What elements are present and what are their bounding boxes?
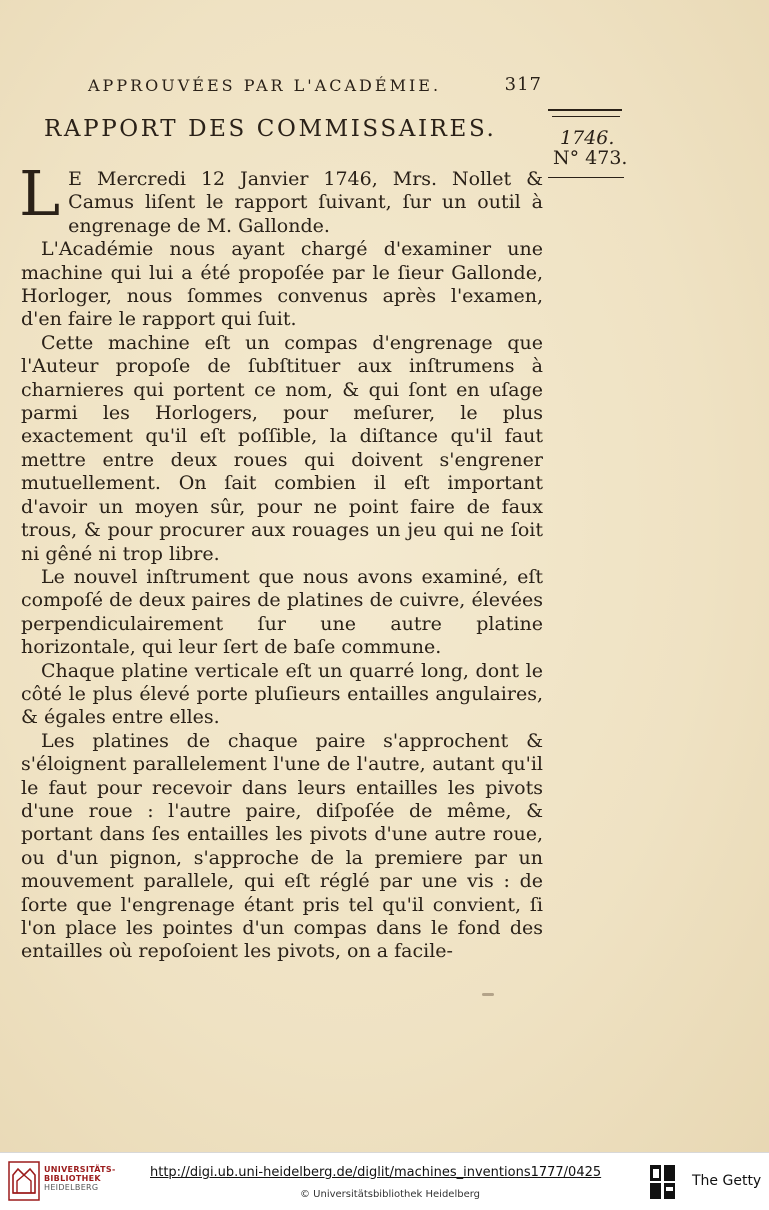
university-seal-icon [8, 1161, 40, 1201]
paragraph: Le nouvel inſtrument que nous avons examiné, eſt compoſé de deux paires de platines de cuivre, élevées perpendiculairement ſur une autre platine horizontale, qui leur ſert de baſe commune. [21, 565, 543, 659]
paragraph: Les platines de chaque paire s'approchent & s'éloignent parallelement l'une de l'autre, autant qu'il le faut pour recevoir dans leurs entailles les pivots d'une roue : l'autre paire, diſpoſée de même, & portant dans ſes entailles les pivots d'une autre roue, ou d'un pignon, s'approche de la premiere par un mouvement parallele, qui eſt réglé par une vis : de ſorte que l'engrenage étant pris tel qu'il convient, ſi l'on place les pointes d'un compas dans le fond des entailles où repoſoient les pivots, on a facile- [21, 729, 543, 963]
footer-bar [0, 1152, 769, 1210]
margin-rule [548, 109, 622, 111]
margin-rule [548, 177, 624, 178]
margin-rule [552, 116, 620, 117]
dropcap: L [19, 157, 61, 230]
paragraph: L'Académie nous ayant chargé d'examiner une machine qui lui a été propoſée par le ſieur Gallonde, Horloger, nous ſommes convenus après l'examen, d'en faire le rapport qui ſuit. [21, 238, 543, 331]
institution-line: UNIVERSITÄTS- [44, 1165, 116, 1174]
institution-line: BIBLIOTHEK [44, 1174, 101, 1183]
institution-line: HEIDELBERG [44, 1183, 99, 1192]
partner-name: The Getty [692, 1173, 762, 1189]
paragraph: Chaque platine verticale eſt un quarré long, dont le côté le plus élevé porte pluſieurs entailles angulaires, & égales entre elles. [21, 659, 543, 729]
paragraph [19, 157, 543, 238]
page-number: 317 [504, 74, 542, 95]
body-text [19, 157, 543, 964]
copyright-notice: © Universitätsbibliothek Heidelberg [300, 1189, 481, 1200]
paper-speck [482, 993, 494, 996]
institution-name [44, 1165, 116, 1192]
margin-note-number: N° 473. [553, 147, 628, 169]
paragraph: Cette machine eſt un compas d'engrenage que l'Auteur propoſe de ſubſtituer aux inſtrumens à charnieres qui portent ce nom, & qui ſont en uſage parmi les Horlogers, pour meſurer, le plus exactement qu'il eſt poſſible, la diſtance qu'il faut mettre entre deux roues qui doivent s'engrener mutuellement. On ſait combien il eſt important d'avoir un moyen sûr, pour ne point faire de faux trous, & pour procurer aux rouages un jeu qui ne ſoit ni gêné ni trop libre. [21, 331, 543, 565]
section-title: RAPPORT DES COMMISSAIRES. [44, 116, 497, 142]
paragraph-text: E Mercredi 12 Janvier 1746, Mrs. Nollet & Camus liſent le rapport ſuivant, ſur un outil à engrenage de M. Gallonde. [68, 168, 543, 237]
document-url-link[interactable]: http://digi.ub.uni-heidelberg.de/diglit/machines_inventions1777/0425 [150, 1165, 602, 1180]
running-title: APPROUVÉES PAR L'ACADÉMIE. [88, 76, 442, 95]
getty-logo-icon [648, 1163, 678, 1201]
running-head [88, 76, 558, 102]
margin-note-year: 1746. [560, 127, 615, 149]
